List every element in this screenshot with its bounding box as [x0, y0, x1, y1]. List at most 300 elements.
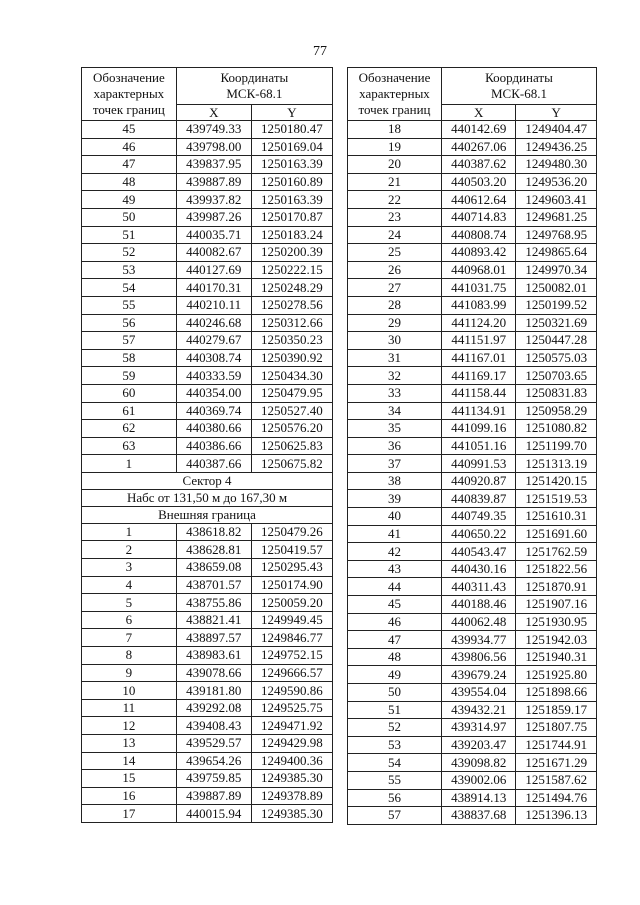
table-row	[348, 560, 597, 578]
x-coordinate-cell: 439554.04	[441, 684, 515, 702]
table-row	[348, 719, 597, 737]
table-row	[82, 629, 333, 647]
table-row	[348, 138, 597, 156]
x-coordinate-cell: 439679.24	[441, 666, 515, 684]
y-coordinate-cell: 1250831.83	[516, 384, 597, 402]
point-number-cell: 51	[82, 226, 177, 244]
point-number-cell: 43	[348, 560, 442, 578]
point-number-cell: 39	[348, 490, 442, 508]
table-row	[82, 717, 333, 735]
coords-header-line-2: МСК-68.1	[490, 86, 547, 101]
point-number-cell: 47	[348, 631, 442, 649]
y-coordinate-cell: 1250278.56	[251, 296, 332, 314]
table-row	[82, 611, 333, 629]
point-number-cell: 5	[82, 594, 177, 612]
table-row	[348, 807, 597, 825]
x-coordinate-cell: 438701.57	[176, 576, 251, 594]
table-row	[348, 226, 597, 244]
point-number-cell: 38	[348, 472, 442, 490]
point-number-cell: 27	[348, 279, 442, 297]
point-header-cell	[348, 68, 442, 121]
table-row	[348, 648, 597, 666]
x-coordinate-cell: 439181.80	[176, 682, 251, 700]
y-coordinate-cell: 1250958.29	[516, 402, 597, 420]
y-header: Y	[516, 105, 597, 121]
y-coordinate-cell: 1250163.39	[251, 156, 332, 174]
x-header: X	[176, 105, 251, 121]
table-row	[348, 684, 597, 702]
x-coordinate-cell: 439203.47	[441, 736, 515, 754]
table-row	[348, 771, 597, 789]
y-coordinate-cell: 1251940.31	[516, 648, 597, 666]
x-coordinate-cell: 438837.68	[441, 807, 515, 825]
x-coordinate-cell: 439408.43	[176, 717, 251, 735]
y-coordinate-cell: 1250479.26	[251, 523, 332, 541]
table-row	[348, 543, 597, 561]
y-coordinate-cell: 1250321.69	[516, 314, 597, 332]
point-number-cell: 57	[82, 332, 177, 350]
point-number-cell: 44	[348, 578, 442, 596]
y-coordinate-cell: 1250059.20	[251, 594, 332, 612]
point-number-cell: 50	[82, 208, 177, 226]
table-row	[82, 594, 333, 612]
x-coordinate-cell: 439654.26	[176, 752, 251, 770]
x-coordinate-cell: 438897.57	[176, 629, 251, 647]
x-coordinate-cell: 439887.89	[176, 173, 251, 191]
point-number-cell: 62	[82, 420, 177, 438]
y-coordinate-cell: 1249400.36	[251, 752, 332, 770]
table-row	[82, 156, 333, 174]
point-number-cell: 58	[82, 349, 177, 367]
x-coordinate-cell: 440714.83	[441, 208, 515, 226]
y-coordinate-cell: 1249666.57	[251, 664, 332, 682]
y-coordinate-cell: 1250174.90	[251, 576, 332, 594]
point-header-line-1: Обозначение	[358, 70, 431, 85]
right-rows	[348, 121, 597, 825]
point-number-cell: 25	[348, 244, 442, 262]
y-coordinate-cell: 1251494.76	[516, 789, 597, 807]
point-number-cell: 53	[348, 736, 442, 754]
table-row	[82, 770, 333, 788]
point-number-cell: 61	[82, 402, 177, 420]
table-row	[348, 578, 597, 596]
point-number-cell: 63	[82, 437, 177, 455]
point-number-cell: 13	[82, 735, 177, 753]
x-coordinate-cell: 440387.66	[176, 455, 251, 473]
y-coordinate-cell: 1250527.40	[251, 402, 332, 420]
point-number-cell: 24	[348, 226, 442, 244]
point-number-cell: 33	[348, 384, 442, 402]
table-row	[348, 472, 597, 490]
y-coordinate-cell: 1249436.25	[516, 138, 597, 156]
point-number-cell: 37	[348, 455, 442, 473]
point-header-line-3: точек границ	[358, 102, 431, 117]
y-coordinate-cell: 1249378.89	[251, 787, 332, 805]
y-coordinate-cell: 1249865.64	[516, 244, 597, 262]
x-coordinate-cell: 441083.99	[441, 296, 515, 314]
x-coordinate-cell: 440354.00	[176, 384, 251, 402]
y-coordinate-cell: 1250625.83	[251, 437, 332, 455]
y-coordinate-cell: 1251519.53	[516, 490, 597, 508]
point-number-cell: 52	[82, 244, 177, 262]
y-coordinate-cell: 1250170.87	[251, 208, 332, 226]
y-coordinate-cell: 1250576.20	[251, 420, 332, 438]
x-coordinate-cell: 440920.87	[441, 472, 515, 490]
table-row	[348, 156, 597, 174]
boundary-label: Внешняя граница	[82, 506, 333, 523]
point-number-cell: 4	[82, 576, 177, 594]
y-coordinate-cell: 1251313.19	[516, 455, 597, 473]
point-number-cell: 17	[82, 805, 177, 823]
y-coordinate-cell: 1250295.43	[251, 559, 332, 577]
x-coordinate-cell: 440246.68	[176, 314, 251, 332]
x-coordinate-cell: 440893.42	[441, 244, 515, 262]
x-coordinate-cell: 441051.16	[441, 437, 515, 455]
table-row	[348, 121, 597, 139]
point-number-cell: 35	[348, 420, 442, 438]
table-row	[82, 805, 333, 823]
table-row	[82, 437, 333, 455]
x-coordinate-cell: 440369.74	[176, 402, 251, 420]
y-coordinate-cell: 1249536.20	[516, 173, 597, 191]
x-coordinate-cell: 441134.91	[441, 402, 515, 420]
table-row	[348, 596, 597, 614]
x-coordinate-cell: 440170.31	[176, 279, 251, 297]
point-number-cell: 47	[82, 156, 177, 174]
point-number-cell: 49	[348, 666, 442, 684]
x-coordinate-cell: 439749.33	[176, 121, 251, 139]
table-row	[82, 420, 333, 438]
point-number-cell: 8	[82, 647, 177, 665]
point-number-cell: 1	[82, 455, 177, 473]
x-coordinate-cell: 438983.61	[176, 647, 251, 665]
x-coordinate-cell: 440279.67	[176, 332, 251, 350]
y-coordinate-cell: 1251762.59	[516, 543, 597, 561]
x-coordinate-cell: 440386.66	[176, 437, 251, 455]
table-row	[348, 525, 597, 543]
point-number-cell: 40	[348, 508, 442, 526]
point-number-cell: 55	[82, 296, 177, 314]
x-coordinate-cell: 438628.81	[176, 541, 251, 559]
point-number-cell: 2	[82, 541, 177, 559]
point-number-cell: 1	[82, 523, 177, 541]
x-coordinate-cell: 440380.66	[176, 420, 251, 438]
x-coordinate-cell: 438659.08	[176, 559, 251, 577]
x-coordinate-cell: 439529.57	[176, 735, 251, 753]
coordinates-table-left	[81, 67, 333, 823]
x-coordinate-cell: 440210.11	[176, 296, 251, 314]
x-coordinate-cell: 439432.21	[441, 701, 515, 719]
y-coordinate-cell: 1251671.29	[516, 754, 597, 772]
x-coordinate-cell: 439002.06	[441, 771, 515, 789]
y-coordinate-cell: 1250575.03	[516, 349, 597, 367]
point-number-cell: 56	[348, 789, 442, 807]
point-number-cell: 36	[348, 437, 442, 455]
y-coordinate-cell: 1251898.66	[516, 684, 597, 702]
y-coordinate-cell: 1249970.34	[516, 261, 597, 279]
table-row	[82, 349, 333, 367]
table-row	[82, 332, 333, 350]
y-coordinate-cell: 1249404.47	[516, 121, 597, 139]
y-coordinate-cell: 1251587.62	[516, 771, 597, 789]
y-coordinate-cell: 1249603.41	[516, 191, 597, 209]
x-coordinate-cell: 439937.82	[176, 191, 251, 209]
table-row	[348, 173, 597, 191]
y-coordinate-cell: 1249385.30	[251, 770, 332, 788]
point-number-cell: 49	[82, 191, 177, 209]
y-coordinate-cell: 1251822.56	[516, 560, 597, 578]
table-row	[348, 314, 597, 332]
table-row	[82, 244, 333, 262]
point-number-cell: 18	[348, 121, 442, 139]
table-row	[82, 664, 333, 682]
y-coordinate-cell: 1250163.39	[251, 191, 332, 209]
table-row	[348, 367, 597, 385]
x-coordinate-cell: 441169.17	[441, 367, 515, 385]
point-number-cell: 31	[348, 349, 442, 367]
x-coordinate-cell: 440015.94	[176, 805, 251, 823]
table-row	[348, 666, 597, 684]
y-coordinate-cell: 1251396.13	[516, 807, 597, 825]
table-row	[82, 455, 333, 473]
table-row	[82, 647, 333, 665]
point-header-line-3: точек границ	[92, 102, 165, 117]
point-number-cell: 11	[82, 699, 177, 717]
y-coordinate-cell: 1250447.28	[516, 332, 597, 350]
x-coordinate-cell: 439887.89	[176, 787, 251, 805]
point-number-cell: 41	[348, 525, 442, 543]
x-coordinate-cell: 440188.46	[441, 596, 515, 614]
point-number-cell: 20	[348, 156, 442, 174]
table-row	[348, 208, 597, 226]
table-row	[82, 787, 333, 805]
x-coordinate-cell: 441158.44	[441, 384, 515, 402]
point-header-cell	[82, 68, 177, 121]
x-coordinate-cell: 440650.22	[441, 525, 515, 543]
point-number-cell: 21	[348, 173, 442, 191]
point-number-cell: 54	[348, 754, 442, 772]
y-coordinate-cell: 1250169.04	[251, 138, 332, 156]
x-coordinate-cell: 440311.43	[441, 578, 515, 596]
x-coordinate-cell: 440543.47	[441, 543, 515, 561]
y-coordinate-cell: 1250248.29	[251, 279, 332, 297]
x-coordinate-cell: 440308.74	[176, 349, 251, 367]
point-number-cell: 14	[82, 752, 177, 770]
point-number-cell: 6	[82, 611, 177, 629]
y-coordinate-cell: 1251744.91	[516, 736, 597, 754]
y-coordinate-cell: 1251420.15	[516, 472, 597, 490]
x-coordinate-cell: 439987.26	[176, 208, 251, 226]
y-coordinate-cell: 1249590.86	[251, 682, 332, 700]
table-row	[348, 437, 597, 455]
table-row	[82, 296, 333, 314]
point-number-cell: 34	[348, 402, 442, 420]
point-number-cell: 54	[82, 279, 177, 297]
table-row	[348, 296, 597, 314]
x-coordinate-cell: 440808.74	[441, 226, 515, 244]
point-number-cell: 50	[348, 684, 442, 702]
y-coordinate-cell: 1251907.16	[516, 596, 597, 614]
table-row	[82, 541, 333, 559]
table-row	[82, 261, 333, 279]
table-row	[82, 173, 333, 191]
y-coordinate-cell: 1250082.01	[516, 279, 597, 297]
table-row	[82, 138, 333, 156]
coords-header-line-2: МСК-68.1	[226, 86, 283, 101]
point-number-cell: 16	[82, 787, 177, 805]
table-row	[82, 384, 333, 402]
y-coordinate-cell: 1249471.92	[251, 717, 332, 735]
table-row	[348, 384, 597, 402]
y-coordinate-cell: 1249385.30	[251, 805, 332, 823]
table-row	[348, 279, 597, 297]
y-coordinate-cell: 1251610.31	[516, 508, 597, 526]
point-number-cell: 57	[348, 807, 442, 825]
point-number-cell: 29	[348, 314, 442, 332]
x-coordinate-cell: 440430.16	[441, 560, 515, 578]
x-coordinate-cell: 439798.00	[176, 138, 251, 156]
coords-header-cell	[176, 68, 332, 105]
x-coordinate-cell: 439078.66	[176, 664, 251, 682]
point-number-cell: 32	[348, 367, 442, 385]
y-coordinate-cell: 1249949.45	[251, 611, 332, 629]
x-coordinate-cell: 438755.86	[176, 594, 251, 612]
table-row	[82, 576, 333, 594]
point-number-cell: 28	[348, 296, 442, 314]
table-row	[82, 121, 333, 139]
y-coordinate-cell: 1251870.91	[516, 578, 597, 596]
point-number-cell: 12	[82, 717, 177, 735]
point-number-cell: 46	[82, 138, 177, 156]
table-row	[348, 613, 597, 631]
x-coordinate-cell: 441167.01	[441, 349, 515, 367]
point-number-cell: 60	[82, 384, 177, 402]
point-number-cell: 59	[82, 367, 177, 385]
x-coordinate-cell: 439759.85	[176, 770, 251, 788]
point-number-cell: 22	[348, 191, 442, 209]
y-coordinate-cell: 1250199.52	[516, 296, 597, 314]
table-row	[82, 559, 333, 577]
table-row	[82, 752, 333, 770]
point-number-cell: 9	[82, 664, 177, 682]
point-number-cell: 26	[348, 261, 442, 279]
y-coordinate-cell: 1250479.95	[251, 384, 332, 402]
table-row	[82, 523, 333, 541]
table-row	[348, 508, 597, 526]
x-coordinate-cell: 438914.13	[441, 789, 515, 807]
x-coordinate-cell: 439098.82	[441, 754, 515, 772]
table-row	[82, 226, 333, 244]
y-coordinate-cell: 1251942.03	[516, 631, 597, 649]
point-number-cell: 52	[348, 719, 442, 737]
point-number-cell: 23	[348, 208, 442, 226]
sector-title: Сектор 4	[82, 472, 333, 489]
table-row	[348, 332, 597, 350]
y-coordinate-cell: 1249681.25	[516, 208, 597, 226]
x-coordinate-cell: 438821.41	[176, 611, 251, 629]
y-coordinate-cell: 1249846.77	[251, 629, 332, 647]
point-number-cell: 30	[348, 332, 442, 350]
x-coordinate-cell: 439837.95	[176, 156, 251, 174]
table-row	[82, 402, 333, 420]
point-header-line-2: характерных	[93, 86, 165, 101]
x-coordinate-cell: 440035.71	[176, 226, 251, 244]
y-header: Y	[251, 105, 332, 121]
table-row	[348, 349, 597, 367]
x-coordinate-cell: 440082.67	[176, 244, 251, 262]
table-row	[348, 736, 597, 754]
table-row	[348, 789, 597, 807]
x-coordinate-cell: 441099.16	[441, 420, 515, 438]
point-number-cell: 48	[348, 648, 442, 666]
table-row	[348, 402, 597, 420]
sector-range: Набс от 131,50 м до 167,30 м	[82, 489, 333, 506]
x-coordinate-cell: 438618.82	[176, 523, 251, 541]
point-number-cell: 19	[348, 138, 442, 156]
table-row	[82, 191, 333, 209]
table-row	[82, 314, 333, 332]
y-coordinate-cell: 1250675.82	[251, 455, 332, 473]
table-row	[348, 631, 597, 649]
left-rows-a	[82, 121, 333, 473]
point-number-cell: 45	[82, 121, 177, 139]
x-coordinate-cell: 440142.69	[441, 121, 515, 139]
x-coordinate-cell: 440968.01	[441, 261, 515, 279]
y-coordinate-cell: 1251925.80	[516, 666, 597, 684]
y-coordinate-cell: 1251691.60	[516, 525, 597, 543]
y-coordinate-cell: 1250312.66	[251, 314, 332, 332]
x-coordinate-cell: 439314.97	[441, 719, 515, 737]
point-number-cell: 45	[348, 596, 442, 614]
y-coordinate-cell: 1249752.15	[251, 647, 332, 665]
x-coordinate-cell: 439292.08	[176, 699, 251, 717]
point-number-cell: 15	[82, 770, 177, 788]
point-number-cell: 56	[82, 314, 177, 332]
x-coordinate-cell: 440612.64	[441, 191, 515, 209]
y-coordinate-cell: 1250160.89	[251, 173, 332, 191]
page-number: 77	[313, 44, 327, 59]
left-rows-b	[82, 523, 333, 822]
x-coordinate-cell: 440333.59	[176, 367, 251, 385]
coords-header-line-1: Координаты	[220, 70, 289, 85]
x-header: X	[441, 105, 515, 121]
x-coordinate-cell: 441151.97	[441, 332, 515, 350]
table-row	[82, 682, 333, 700]
point-number-cell: 10	[82, 682, 177, 700]
x-coordinate-cell: 440387.62	[441, 156, 515, 174]
table-row	[348, 191, 597, 209]
x-coordinate-cell: 440839.87	[441, 490, 515, 508]
x-coordinate-cell: 440127.69	[176, 261, 251, 279]
y-coordinate-cell: 1251807.75	[516, 719, 597, 737]
table-row	[348, 490, 597, 508]
point-number-cell: 7	[82, 629, 177, 647]
y-coordinate-cell: 1249768.95	[516, 226, 597, 244]
y-coordinate-cell: 1251080.82	[516, 420, 597, 438]
y-coordinate-cell: 1250200.39	[251, 244, 332, 262]
table-row	[348, 244, 597, 262]
y-coordinate-cell: 1251930.95	[516, 613, 597, 631]
y-coordinate-cell: 1250183.24	[251, 226, 332, 244]
x-coordinate-cell: 440749.35	[441, 508, 515, 526]
x-coordinate-cell: 440991.53	[441, 455, 515, 473]
coords-header-cell	[441, 68, 596, 105]
table-row	[82, 208, 333, 226]
table-row	[82, 699, 333, 717]
point-number-cell: 51	[348, 701, 442, 719]
table-row	[348, 261, 597, 279]
table-row	[82, 367, 333, 385]
